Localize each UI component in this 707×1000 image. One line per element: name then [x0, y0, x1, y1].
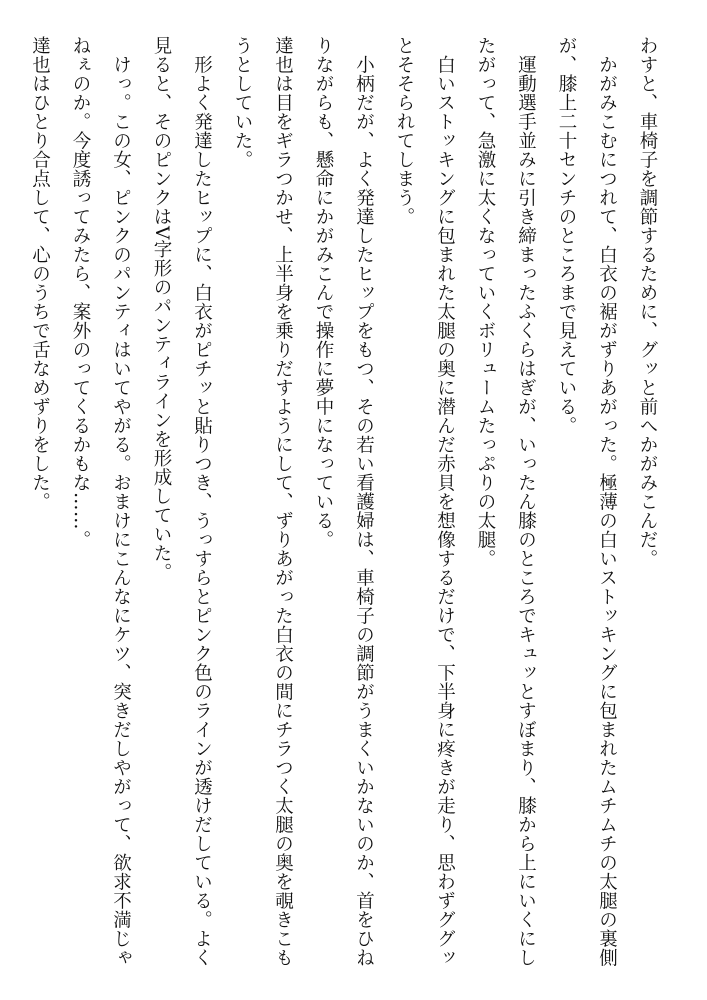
paragraph-4: 白いストッキングに包まれた太腿の奥に潜んだ赤貝を想像するだけで、下半身に疼きが走り、思わずググッとそそられてしまう。 [394, 36, 456, 967]
paragraph-5: 小柄だが、よく発達したヒップをもつ、その若い看護婦は、車椅子の調節がうまくいかないのか、首をひねりながらも、懸命にかがみこんで操作に夢中になっている。 [313, 36, 375, 967]
paragraph-6: 達也は目をギラつかせ、上半身を乗りだすようにして、ずりあがった白衣の間にチラつく太腿の奥を覗きこもうとしていた。 [232, 36, 294, 967]
vertical-text-body [19, 36, 667, 976]
paragraph-1: わすと、車椅子を調節するために、グッと前へかがみこんだ。 [637, 36, 658, 568]
paragraph-3: 運動選手並みに引き締まったふくらはぎが、いったん膝のところでキュッとすぼまり、膝から上にいくにしたがって、急激に太くなっていくボリュームたっぷりの太腿。 [475, 36, 537, 967]
paragraph-8: けっ。この女、ピンクのパンティはいてやがる。おまけにこんなにケツ、突きだしやがって、欲求不満じゃねぇのか。今度誘ってみたら、案外のってくるかもな……。 [70, 36, 132, 967]
paragraph-9: 達也はひとり合点して、心のうちで舌なめずりをした。 [29, 36, 51, 511]
paragraph-2: かがみこむにつれて、白衣の裾がずりあがった。極薄の白いストッキングに包まれたムチムチの太腿の裏側が、膝上二十センチのところまで見えている。 [556, 36, 618, 967]
paragraph-7: 形よく発達したヒップに、白衣がピチッと貼りつき、うっすらとピンク色のラインが透けだしている。よく見ると、そのピンクはV字形のパンティラインを形成していた。 [151, 36, 213, 967]
